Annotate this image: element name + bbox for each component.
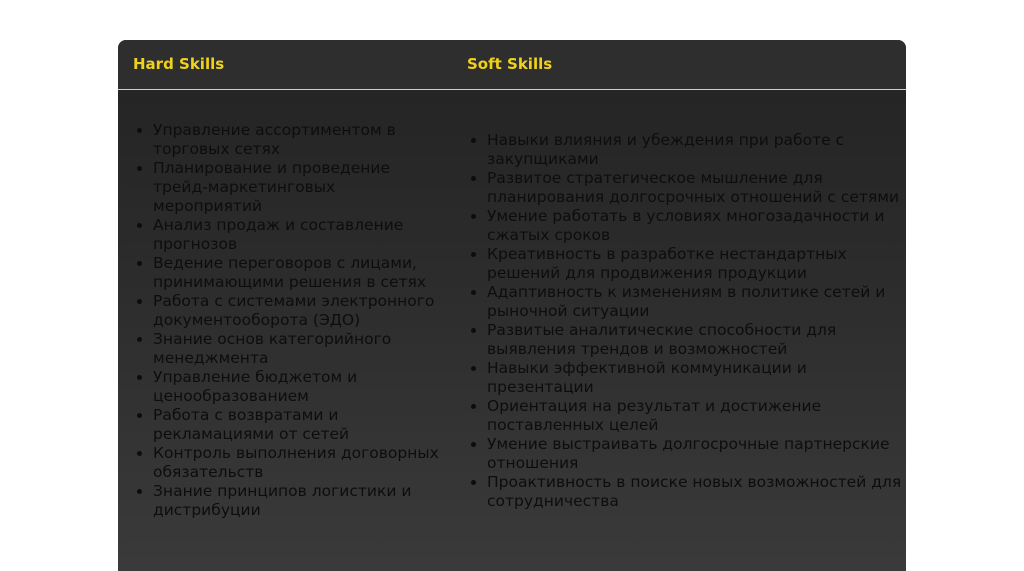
list-item: • Навыки эффективной коммуникации и презентации bbox=[487, 359, 906, 397]
list-item: • Адаптивность к изменениям в политике сетей и рыночной ситуации bbox=[487, 283, 906, 321]
list-item: • Проактивность в поиске новых возможностей для сотрудничества bbox=[487, 473, 906, 511]
list-item: • Знание принципов логистики и дистрибуции bbox=[153, 482, 443, 520]
list-item: • Управление бюджетом и ценообразованием bbox=[153, 368, 443, 406]
hard-skills-heading: Hard Skills bbox=[133, 55, 225, 73]
hard-skills-list bbox=[133, 121, 443, 520]
list-item: • Работа с системами электронного документооборота (ЭДО) bbox=[153, 292, 443, 330]
soft-skills-list bbox=[467, 131, 906, 511]
soft-skills-heading: Soft Skills bbox=[467, 55, 553, 73]
list-item: • Анализ продаж и составление прогнозов bbox=[153, 216, 443, 254]
list-item: • Развитые аналитические способности для выявления трендов и возможностей bbox=[487, 321, 906, 359]
list-item: • Знание основ категорийного менеджмента bbox=[153, 330, 443, 368]
list-item: • Умение выстраивать долгосрочные партнерские отношения bbox=[487, 435, 906, 473]
list-item: • Ориентация на результат и достижение поставленных целей bbox=[487, 397, 906, 435]
list-item: • Умение работать в условиях многозадачности и сжатых сроков bbox=[487, 207, 906, 245]
list-item: • Навыки влияния и убеждения при работе с закупщиками bbox=[487, 131, 906, 169]
list-item: • Креативность в разработке нестандартных решений для продвижения продукции bbox=[487, 245, 906, 283]
list-item: • Развитое стратегическое мышление для планирования долгосрочных отношений с сетями bbox=[487, 169, 906, 207]
list-item: • Контроль выполнения договорных обязательств bbox=[153, 444, 443, 482]
skills-table bbox=[118, 40, 906, 571]
list-item: • Работа с возвратами и рекламациями от сетей bbox=[153, 406, 443, 444]
table-header bbox=[118, 40, 906, 90]
list-item: • Управление ассортиментом в торговых сетях bbox=[153, 121, 443, 159]
list-item: • Ведение переговоров с лицами, принимающими решения в сетях bbox=[153, 254, 443, 292]
list-item: • Планирование и проведение трейд-маркетинговых мероприятий bbox=[153, 159, 443, 216]
